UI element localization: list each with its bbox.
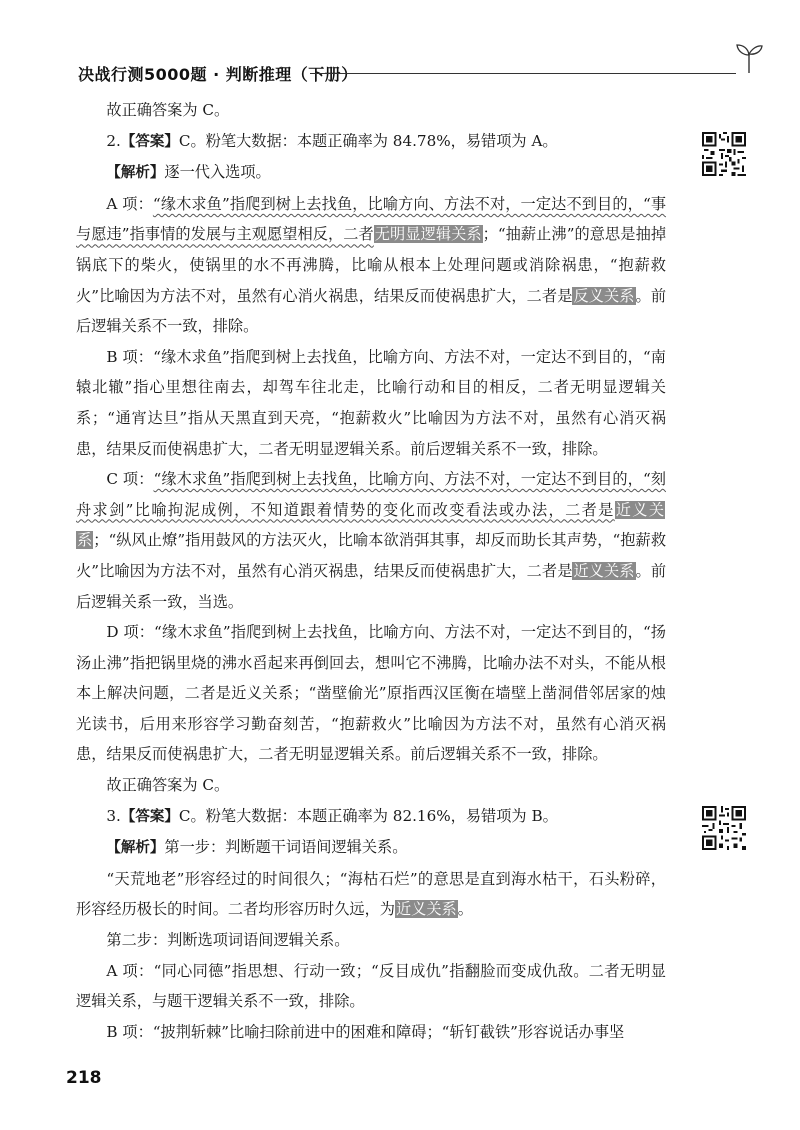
- option-a-paragraph: A 项：“缘木求鱼”指爬到树上去找鱼，比喻方向、方法不对，一定达不到目的，“事与愿违”指事情的发展与主观愿望相反，二者无明显逻辑关系；“抽薪止沸”的意思是抽掉锅底下的柴火，使锅里的水不再沸腾，比喻从根本上处理问题或消除祸患，“抱薪救火”比喻因为方法不对，虽然有心消火祸患，结果反而使祸患扩大，二者是反义关系。前后逻辑关系不一致，排除。: [76, 194, 667, 336]
- conclusion-line: 故正确答案为 C。: [106, 776, 230, 795]
- q3-option-b-paragraph: B 项：“披荆斩棘”比喻扫除前进中的困难和障碍；“斩钉截铁”形容说话办事坚: [106, 1022, 625, 1041]
- option-b-paragraph: B 项：“缘木求鱼”指爬到树上去找鱼，比喻方向、方法不对，一定达不到目的，“南辕北辙”指心里想往南去，却驾车往北走，比喻行动和目的相反，二者无明显逻辑关系；“通宵达旦”指从天黑直到天亮，“抱薪救火”比喻因为方法不对，虽然有心消灭祸患，结果反而使祸患扩大，二者无明显逻辑关系。前后逻辑关系不一致，排除。: [76, 347, 666, 458]
- step1-paragraph: “天荒地老”形容经过的时间很久；“海枯石烂”的意思是直到海水枯干，石头粉碎，形容经历极长的时间。二者均形容历时久远，为近义关系。: [76, 869, 666, 919]
- highlight-relation: 近义关系: [573, 561, 635, 580]
- book-title: 决战行测5000题 · 判断推理（下册）: [78, 65, 358, 84]
- option-d-paragraph: D 项：“缘木求鱼”指爬到树上去找鱼，比喻方向、方法不对，一定达不到目的，“扬汤止沸”指把锅里烧的沸水舀起来再倒回去，想叫它不沸腾，比喻办法不对头，不能从根本上解决问题，二者是近义关系；“凿壁偷光”原指西汉匡衡在墙壁上凿洞借邻居家的烛光读书，后用来形容学习勤奋刻苦，“抱薪救火”比喻因为方法不对，虽然有心消灭祸患，结果反而使祸患扩大，二者无明显逻辑关系。前后逻辑关系不一致，排除。: [76, 623, 666, 764]
- running-header: [78, 62, 758, 86]
- option-c-paragraph: C 项：“缘木求鱼”指爬到树上去找鱼，比喻方向、方法不对，一定达不到目的，“刻舟求剑”比喻拘泥成例，不知道跟着情势的变化而改变看法或办法，二者是近义关系；“纵风止燎”指用鼓风的方法灭火，比喻本欲消弭其事，却反而助长其声势，“抱薪救火”比喻因为方法不对，虽然有心消灭祸患，结果反而使祸患扩大，二者是近义关系。前后逻辑关系一致，当选。: [76, 470, 667, 611]
- qr-code-icon[interactable]: [702, 806, 746, 850]
- sprout-icon: [734, 40, 764, 74]
- highlight-relation: 反义关系: [573, 286, 635, 305]
- highlight-relation: 无明显逻辑关系: [374, 225, 482, 244]
- page-number: 218: [66, 1068, 102, 1088]
- qr-code-icon[interactable]: [702, 132, 746, 176]
- analysis-line-q2: 【解析】逐一代入选项。: [106, 163, 271, 182]
- conclusion-line: 故正确答案为 C。: [106, 101, 230, 119]
- analysis-line-q3: 【解析】第一步：判断题干词语间逻辑关系。: [106, 838, 408, 857]
- q3-option-a-paragraph: A 项：“同心同德”指思想、行动一致；“反目成仇”指翻脸而变成仇敌。二者无明显逻辑关系，与题干逻辑关系不一致，排除。: [76, 961, 666, 1011]
- highlight-relation: 近义关系: [395, 900, 457, 919]
- answer-line-q2: 2.【答案】C。粉笔大数据：本题正确率为 84.78%，易错项为 A。: [106, 131, 558, 150]
- answer-tag: 【答案】: [120, 808, 179, 825]
- answer-analysis-body: [76, 95, 666, 1047]
- analysis-tag: 【解析】: [106, 840, 165, 857]
- answer-line-q3: 3.【答案】C。粉笔大数据：本题正确率为 82.16%，易错项为 B。: [106, 806, 558, 825]
- step2-heading: 第二步：判断选项词语间逻辑关系。: [106, 931, 350, 950]
- highlight-relation: 近义关系: [77, 500, 665, 550]
- analysis-tag: 【解析】: [106, 165, 165, 182]
- header-rule: [310, 73, 736, 74]
- answer-tag: 【答案】: [120, 133, 179, 150]
